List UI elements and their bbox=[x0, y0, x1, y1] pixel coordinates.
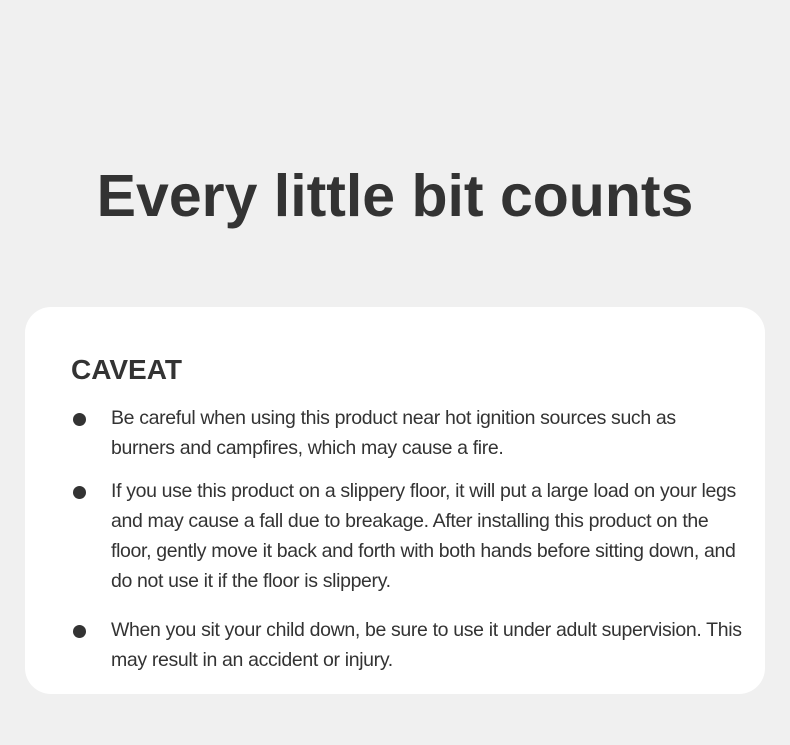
caveat-item-text: If you use this product on a slippery floor, it will put a large load on your legs and may cause a fall due to breakage. After installing this product on the floor, gently move it back and forth with both hands before sitting down, and do not use it if the floor is slippery. bbox=[111, 480, 736, 592]
caveat-item bbox=[71, 476, 743, 596]
caveat-item bbox=[71, 615, 743, 675]
page-headline: Every little bit counts bbox=[96, 163, 694, 229]
caveat-item-text: When you sit your child down, be sure to use it under adult supervision. This may result in an accident or injury. bbox=[111, 619, 742, 671]
caveat-item bbox=[71, 403, 743, 463]
caveat-title: CAVEAT bbox=[71, 354, 182, 385]
caveat-card bbox=[25, 307, 765, 694]
caveat-list bbox=[71, 403, 743, 675]
bullet-icon bbox=[73, 625, 86, 638]
caveat-item-text: Be careful when using this product near hot ignition sources such as burners and campfires, which may cause a fire. bbox=[111, 407, 676, 459]
bullet-icon bbox=[73, 486, 86, 499]
bullet-icon bbox=[73, 413, 86, 426]
